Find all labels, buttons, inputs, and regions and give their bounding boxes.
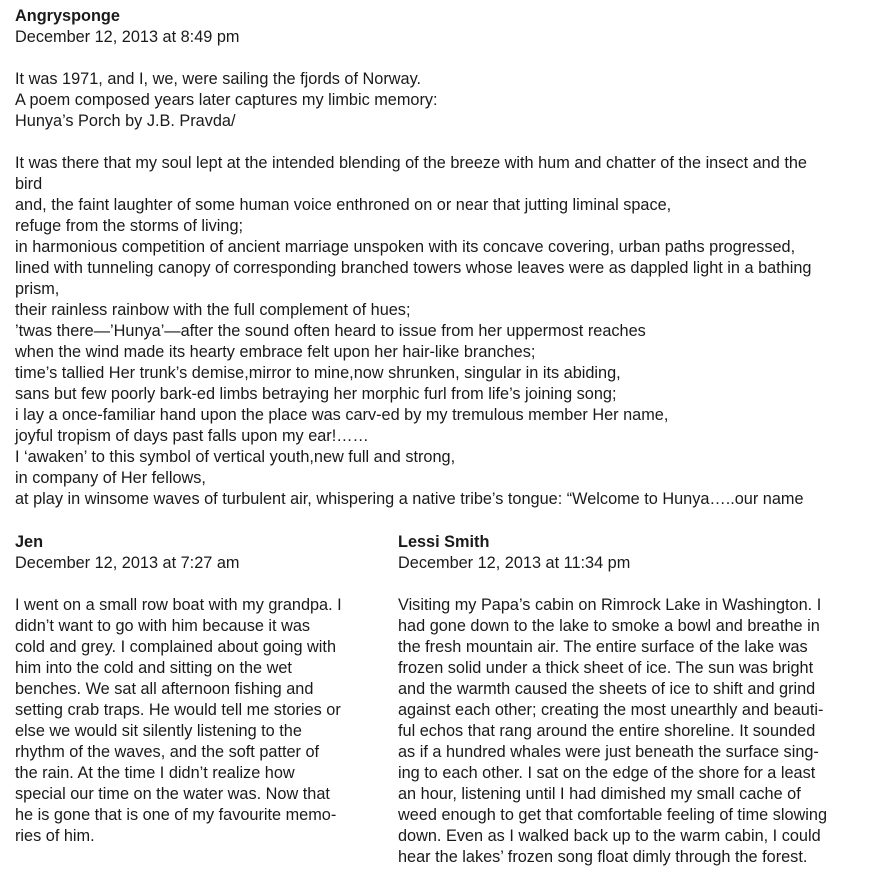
- comment-author: Jen: [15, 533, 44, 551]
- poem-line: in company of Her fellows,: [15, 469, 206, 487]
- poem-line: ’twas there—’Hunya’—after the sound often heard to issue from her uppermost reaches: [15, 322, 646, 340]
- comment-intro: [15, 69, 885, 132]
- comment-line: ful echos that rang around the entire shoreline. It sounded: [398, 722, 816, 740]
- comment-line: didn’t want to go with him because it was: [15, 617, 311, 635]
- comment-line: Visiting my Papa’s cabin on Rimrock Lake in Washington. I: [398, 596, 822, 614]
- comment-line: and the warmth caused the sheets of ice to shift and grind: [398, 680, 816, 698]
- poem-line: refuge from the storms of living;: [15, 217, 244, 235]
- comment-line: the fresh mountain air. The entire surface of the lake was: [398, 638, 808, 656]
- comment-line: an hour, listening until I had dimished my small cache of: [398, 785, 801, 803]
- comment-line: he is gone that is one of my favourite memo-: [15, 806, 337, 824]
- poem-line: lined with tunneling canopy of corresponding branched towers whose leaves were as dappled light in a bathing: [15, 259, 812, 277]
- poem-line: i lay a once-familiar hand upon the place was carv-ed by my tremulous member Her name,: [15, 406, 669, 424]
- comment-line: down. Even as I walked back up to the warm cabin, I could: [398, 827, 821, 845]
- poem-line: joyful tropism of days past falls upon my ear!……: [15, 427, 369, 445]
- comment-line: I went on a small row boat with my grandpa. I: [15, 596, 342, 614]
- poem-line: and, the faint laughter of some human voice enthroned on or near that jutting liminal space,: [15, 196, 672, 214]
- poem-line: their rainless rainbow with the full complement of hues;: [15, 301, 411, 319]
- comment-line: ing to each other. I sat on the edge of the shore for a least: [398, 764, 816, 782]
- comment-line: hear the lakes’ frozen song float dimly through the forest.: [398, 848, 808, 866]
- comment-lessi-smith: [398, 532, 878, 868]
- comment-line: rhythm of the waves, and the soft patter of: [15, 743, 320, 761]
- comment-line: ries of him.: [15, 827, 95, 845]
- comment-line: else we would sit silently listening to the: [15, 722, 302, 740]
- comment-date: December 12, 2013 at 8:49 pm: [15, 28, 240, 46]
- comment-date: December 12, 2013 at 7:27 am: [15, 554, 240, 572]
- poem-line: bird: [15, 175, 43, 193]
- poem-line: sans but few poorly bark-ed limbs betraying her morphic furl from life’s joining song;: [15, 385, 617, 403]
- comment-line: Hunya’s Porch by J.B. Pravda/: [15, 112, 236, 130]
- comment-date: December 12, 2013 at 11:34 pm: [398, 554, 631, 572]
- comment-line: the rain. At the time I didn’t realize how: [15, 764, 295, 782]
- comment-line: It was 1971, and I, we, were sailing the fjords of Norway.: [15, 70, 422, 88]
- comment-angrysponge: [15, 6, 885, 510]
- comment-body: [398, 595, 878, 868]
- comment-body: [15, 595, 385, 847]
- comment-line: cold and grey. I complained about going with: [15, 638, 337, 656]
- comment-line: had gone down to the lake to smoke a bowl and breathe in: [398, 617, 820, 635]
- comment-line: frozen solid under a thick sheet of ice. The sun was bright: [398, 659, 814, 677]
- poem-line: I ‘awaken’ to this symbol of vertical youth,new full and strong,: [15, 448, 456, 466]
- comment-line: him into the cold and sitting on the wet: [15, 659, 292, 677]
- comment-line: A poem composed years later captures my limbic memory:: [15, 91, 438, 109]
- poem-line: when the wind made its hearty embrace felt upon her hair-like branches;: [15, 343, 536, 361]
- poem-line: time’s tallied Her trunk’s demise,mirror to mine,now shrunken, singular in its abiding,: [15, 364, 621, 382]
- comment-line: benches. We sat all afternoon fishing and: [15, 680, 314, 698]
- comment-line: special our time on the water was. Now that: [15, 785, 330, 803]
- comment-author: Lessi Smith: [398, 533, 490, 551]
- poem-line: at play in winsome waves of turbulent air, whispering a native tribe’s tongue: “Welcome to Hunya…..our name: [15, 490, 804, 508]
- comment-line: weed enough to get that comfortable feeling of time slowing: [398, 806, 828, 824]
- poem-line: It was there that my soul lept at the intended blending of the breeze with hum and chatter of the insect and the: [15, 154, 807, 172]
- comment-author: Angrysponge: [15, 7, 120, 25]
- comment-poem: [15, 153, 885, 510]
- comment-line: against each other; creating the most unearthly and beauti-: [398, 701, 824, 719]
- poem-line: prism,: [15, 280, 60, 298]
- comment-jen: [15, 532, 385, 847]
- poem-line: in harmonious competition of ancient marriage unspoken with its concave covering, urban paths progressed,: [15, 238, 796, 256]
- comment-line: setting crab traps. He would tell me stories or: [15, 701, 341, 719]
- comment-line: as if a hundred whales were just beneath the surface sing-: [398, 743, 819, 761]
